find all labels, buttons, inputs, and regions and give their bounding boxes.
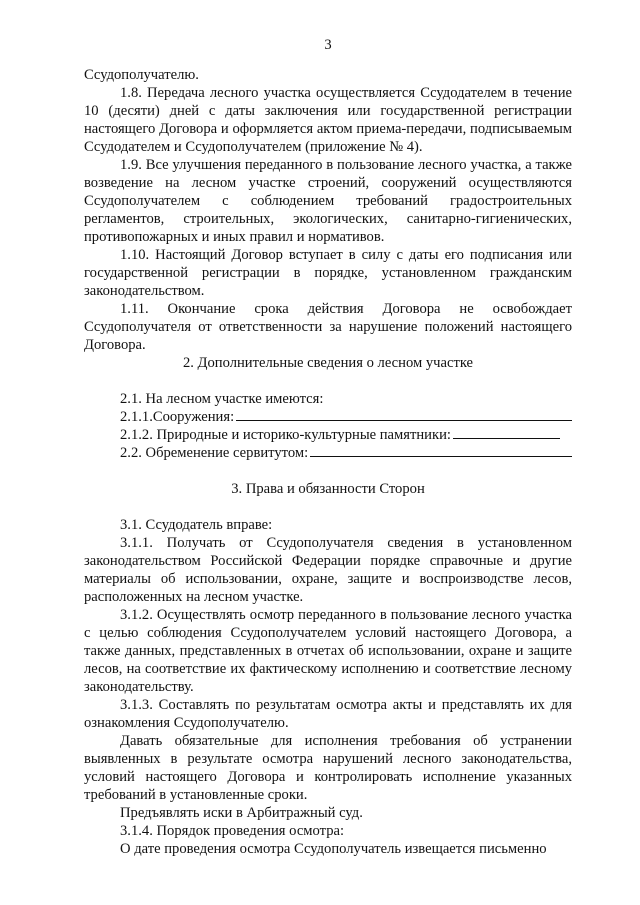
paragraph-1-9: 1.9. Все улучшения переданного в пользование лесного участка, а также возведение на лесном участке строений, сооружений осуществляются Ссудополучателем с соблюдением требований градостроительных регламентов, строительных, экологических, санитарно-гигиенических, противопожарных и иных правил и нормативов. (84, 157, 572, 245)
field-intro: 2.1. На лесном участке имеются: (120, 391, 324, 407)
monuments-field-row (84, 426, 572, 444)
paragraph-3-1-3: 3.1.3. Составлять по результатам осмотра акты и представлять их для ознакомления Ссудополучателю. (84, 697, 572, 731)
structures-label: 2.1.1.Сооружения: (120, 409, 235, 425)
monuments-blank-line (453, 426, 560, 439)
spacer (84, 498, 572, 516)
paragraph-3-1-4: 3.1.4. Порядок проведения осмотра: (120, 823, 345, 839)
structures-field-row (84, 408, 572, 426)
spacer (84, 372, 572, 390)
servitude-field-row (84, 444, 572, 462)
paragraph-1-11: 1.11. Окончание срока действия Договора не освобождает Ссудополучателя от ответственности за нарушение положений настоящего Договора. (84, 301, 572, 353)
monuments-label: 2.1.2. Природные и историко-культурные памятники: (120, 427, 451, 443)
paragraph-3-1-1: 3.1.1. Получать от Ссудополучателя сведения в установленном законодательством Российской Федерации порядке справочные и другие материалы об использовании, охране, защите и воспроизводстве лесов, расположенных на лесном участке. (84, 535, 572, 605)
section-2-title: 2. Дополнительные сведения о лесном участке (182, 355, 474, 371)
paragraph-inspection-date: О дате проведения осмотра Ссудополучатель извещается письменно (120, 841, 547, 857)
spacer (84, 462, 572, 480)
paragraph-1-8: 1.8. Передача лесного участка осуществляется Ссудодателем в течение 10 (десяти) дней с даты заключения или государственной регистрации настоящего Договора и оформляется актом приема-передачи, подписываемым Ссудодателем и Ссудополучателем (приложение № 4). (84, 85, 572, 155)
paragraph-3-1: 3.1. Ссудодатель вправе: (120, 517, 273, 533)
servitude-blank-line (310, 444, 572, 457)
servitude-label: 2.2. Обременение сервитутом: (120, 445, 309, 461)
paragraph-requirements: Давать обязательные для исполнения требования об устранении выявленных в результате осмотра нарушений лесного законодательства, условий настоящего Договора и контролировать исполнение указанных требований в установленные сроки. (84, 733, 572, 803)
paragraph-lawsuits: Предъявлять иски в Арбитражный суд. (120, 805, 363, 821)
page-number: 3 (324, 37, 332, 53)
paragraph-3-1-2: 3.1.2. Осуществлять осмотр переданного в пользование лесного участка с целью соблюдения Ссудополучателем условий настоящего Договора, а также данных, представленных в отчетах об использовании, охране и защите лесов, на соответствие их фактическому исполнению и соответствие лесному законодательству. (84, 607, 572, 695)
paragraph-continuation: Ссудополучателю. (84, 67, 199, 83)
structures-blank-line (236, 408, 572, 421)
paragraph-1-10: 1.10. Настоящий Договор вступает в силу с даты его подписания или государственной регистрации в порядке, установленном гражданским законодательством. (84, 247, 572, 299)
section-3-title: 3. Права и обязанности Сторон (231, 481, 425, 497)
